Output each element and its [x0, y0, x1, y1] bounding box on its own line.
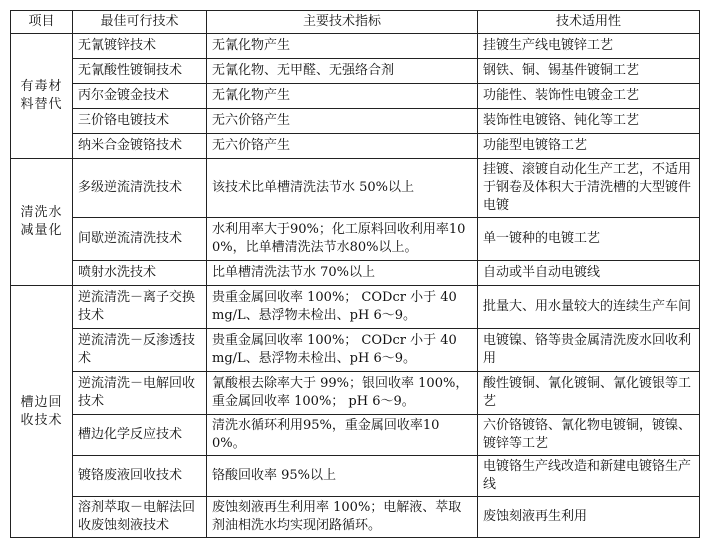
indicator-cell: 无氰化物、无甲醛、无强络合剂 [207, 59, 478, 84]
technique-cell: 无氰酸性镀铜技术 [73, 59, 207, 84]
indicator-cell: 废蚀刻液再生利用率 100%；电解液、萃取剂油相洗水均实现闭路循环。 [207, 497, 478, 538]
header-technique: 最佳可行技术 [73, 11, 207, 34]
applicability-cell: 废蚀刻液再生利用 [478, 497, 700, 538]
indicator-cell: 无氰化物产生 [207, 84, 478, 109]
indicator-cell: 该技术比单槽清洗法节水 50%以上 [207, 159, 478, 218]
indicator-cell: 水利用率大于90%；化工原料回收利用率100%，比单槽清洗法节水80%以上。 [207, 218, 478, 261]
table-row [11, 456, 700, 497]
technique-cell: 逆流清洗－反渗透技术 [73, 329, 207, 372]
table-row [11, 261, 700, 286]
table-row [11, 415, 700, 456]
technique-cell: 纳米合金镀铬技术 [73, 134, 207, 159]
indicator-cell: 贵重金属回收率 100%； CODcr 小于 40 mg/L、悬浮物未检出、pH 6～9。 [207, 329, 478, 372]
header-category: 项目 [11, 11, 73, 34]
indicator-cell: 无六价铬产生 [207, 134, 478, 159]
indicator-cell: 清洗水循环利用95%，重金属回收率100%。 [207, 415, 478, 456]
technique-cell: 间歇逆流清洗技术 [73, 218, 207, 261]
applicability-cell: 酸性镀铜、氰化镀铜、氰化镀银等工艺 [478, 372, 700, 415]
header-indicator: 主要技术指标 [207, 11, 478, 34]
table-row [11, 497, 700, 538]
table-row [11, 286, 700, 329]
applicability-cell: 单一镀种的电镀工艺 [478, 218, 700, 261]
applicability-cell: 电镀镍、铬等贵金属清洗废水回收利用 [478, 329, 700, 372]
table-row [11, 59, 700, 84]
table-row [11, 372, 700, 415]
applicability-cell: 功能型电镀铬工艺 [478, 134, 700, 159]
header-applicability: 技术适用性 [478, 11, 700, 34]
technique-cell: 镀铬废液回收技术 [73, 456, 207, 497]
category-cell: 槽边回收技术 [11, 286, 73, 538]
indicator-cell: 无氰化物产生 [207, 34, 478, 59]
category-cell: 清洗水减量化 [11, 159, 73, 286]
indicator-cell: 无六价铬产生 [207, 109, 478, 134]
indicator-cell: 铬酸回收率 95%以上 [207, 456, 478, 497]
technique-cell: 丙尔金镀金技术 [73, 84, 207, 109]
indicator-cell: 比单槽清洗法节水 70%以上 [207, 261, 478, 286]
category-cell: 有毒材料替代 [11, 34, 73, 159]
technique-cell: 溶剂萃取－电解法回收废蚀刻液技术 [73, 497, 207, 538]
applicability-cell: 自动或半自动电镀线 [478, 261, 700, 286]
best-available-techniques-table [10, 10, 700, 538]
applicability-cell: 六价铬镀铬、氰化物电镀铜，镀镍、镀锌等工艺 [478, 415, 700, 456]
technique-cell: 逆流清洗－电解回收技术 [73, 372, 207, 415]
technique-cell: 槽边化学反应技术 [73, 415, 207, 456]
table-row [11, 329, 700, 372]
technique-cell: 逆流清洗－离子交换技术 [73, 286, 207, 329]
technique-cell: 三价铬电镀技术 [73, 109, 207, 134]
applicability-cell: 挂镀生产线电镀锌工艺 [478, 34, 700, 59]
table-row [11, 218, 700, 261]
table-row [11, 34, 700, 59]
indicator-cell: 贵重金属回收率 100%； CODcr 小于 40 mg/L、悬浮物未检出、pH 6～9。 [207, 286, 478, 329]
technique-cell: 喷射水洗技术 [73, 261, 207, 286]
applicability-cell: 电镀铬生产线改造和新建电镀铬生产线 [478, 456, 700, 497]
applicability-cell: 批量大、用水量较大的连续生产车间 [478, 286, 700, 329]
applicability-cell: 功能性、装饰性电镀金工艺 [478, 84, 700, 109]
table-row [11, 84, 700, 109]
indicator-cell: 氰酸根去除率大于 99%；银回收率 100%，重金属回收率 100%； pH 6～9。 [207, 372, 478, 415]
table-row [11, 159, 700, 218]
technique-cell: 无氰镀锌技术 [73, 34, 207, 59]
header-row [11, 11, 700, 34]
applicability-cell: 挂镀、滚镀自动化生产工艺，不适用于钢卷及体积大于清洗槽的大型镀件电镀 [478, 159, 700, 218]
technique-cell: 多级逆流清洗技术 [73, 159, 207, 218]
applicability-cell: 钢铁、铜、锡基件镀铜工艺 [478, 59, 700, 84]
table-row [11, 109, 700, 134]
applicability-cell: 装饰性电镀铬、钝化等工艺 [478, 109, 700, 134]
table-row [11, 134, 700, 159]
